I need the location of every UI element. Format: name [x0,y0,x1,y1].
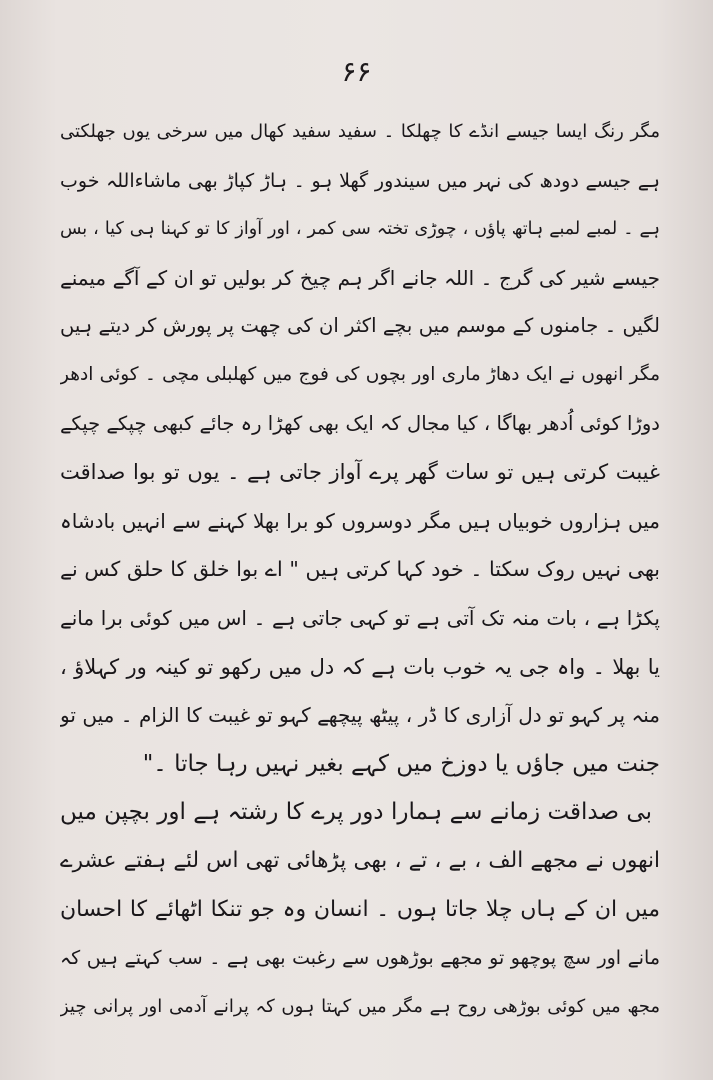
text-line: ہے جیسے دودھ کی نہر میں سیندور گھلا ہو ۔ ہاڑ کپاڑ بھی ماشاءاللہ خوب [60,169,660,192]
text-line: مجھ میں کوئی بوڑھی روح ہے مگر میں کہتا ہوں کہ پرانے آدمی اور پرانی چیز [60,995,660,1017]
text-line: میں ان کے ہاں چلا جاتا ہوں ۔ انسان وہ جو تنکا اٹھائے کا احسان [60,896,660,922]
text-line: پکڑا ہے ، بات منہ تک آتی ہے تو کہی جاتی ہے ۔ اس میں کوئی برا مانے [60,605,660,630]
text-line: لگیں ۔ جامنوں کے موسم میں بچے اکثر ان کی چھت پر پورش کر دیتے ہیں [60,314,660,338]
text-line: یا بھلا ۔ واہ جی یہ خوب بات ہے کہ دل میں رکھو تو کینہ ور کہلاؤ ، [60,654,660,679]
paragraph-start-line: بی صداقت زمانے سے ہمارا دور پرے کا رشتہ ہے اور بچپن میں [60,799,652,826]
body-text [60,108,660,1031]
text-line: ہے ۔ لمبے لمبے ہاتھ پاؤں ، چوڑی تختہ سی کمر ، اور آواز کا تو کہنا ہی کیا ، بس [60,219,660,240]
text-line: منہ پر کہو تو دل آزاری کا ڈر ، پیٹھ پیچھے کہو تو غیبت کا الزام ۔ میں تو [60,703,660,728]
text-line: مانے اور سچ پوچھو تو مجھے بوڑھوں سے رغبت بھی ہے ۔ سب کہتے ہیں کہ [60,947,660,970]
text-line: جیسے شیر کی گرج ۔ اللہ جانے اگر ہم چیخ کر بولیں تو ان کے آگے میمنے [60,265,660,290]
text-line: انھوں نے مجھے الف ، بے ، تے ، بھی پڑھائی تھی اس لئے ہفتے عشرے [60,847,660,873]
text-line: مگر رنگ ایسا جیسے انڈے کا چھلکا ۔ سفید سفید کھال میں سرخی یوں جھلکتی [60,121,660,142]
text-line: دوڑا کوئی اُدھر بھاگا ، کیا مجال کہ ایک بھی کھڑا رہ جائے کبھی چپکے چپکے [60,411,660,435]
text-line: مگر انھوں نے ایک دھاڑ ماری اور بچوں کی فوج میں کھلبلی مچی ۔ کوئی ادھر [60,363,660,385]
text-line: میں ہزاروں خوبیاں ہیں مگر دوسروں کو برا بھلا کہنے سے انہیں بادشاہ [60,508,660,533]
text-line: غیبت کرتی ہیں تو سات گھر پرے آواز جاتی ہے ۔ یوں تو بوا صداقت [60,460,660,485]
text-line: جنت میں جاؤں یا دوزخ میں کہے بغیر نہیں رہا جاتا ۔" [142,750,660,777]
page-number: ۶۶ [341,55,372,88]
text-line: بھی نہیں روک سکتا ۔ خود کہا کرتی ہیں " اے بوا خلق کا حلق کس نے [60,557,660,582]
